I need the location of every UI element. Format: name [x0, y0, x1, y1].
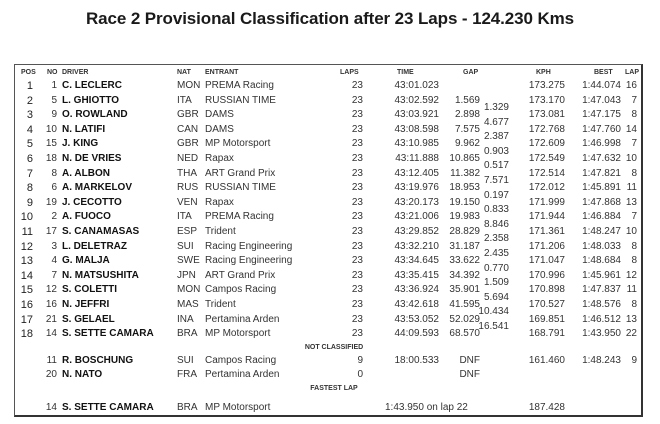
number-cell: 2	[51, 211, 57, 223]
laps-cell: 23	[351, 240, 363, 252]
time-cell: 44:09.593	[394, 328, 439, 340]
time-cell: 43:20.173	[394, 196, 439, 208]
lap-cell: 16	[625, 80, 637, 91]
number-cell: 14	[45, 328, 57, 340]
table-row	[15, 255, 641, 269]
driver-cell: C. LECLERC	[62, 80, 122, 91]
pos-cell: 1	[26, 80, 33, 92]
time-cell: 43:21.006	[394, 211, 439, 223]
table-row	[15, 211, 641, 225]
nat-cell: GBR	[177, 138, 199, 150]
header-kph: KPH	[536, 69, 551, 76]
lap-cell: 13	[625, 196, 637, 208]
number-cell: 11	[46, 354, 57, 366]
header-time: TIME	[397, 69, 414, 76]
nat-cell: BRA	[177, 328, 198, 340]
gap-cell: 28.829	[449, 226, 480, 237]
best-cell: 1:48.684	[582, 255, 621, 267]
not-classified-row	[15, 369, 641, 383]
number-cell: 16	[45, 299, 57, 310]
fastest-lap-row	[15, 402, 641, 416]
pos-cell: 17	[20, 313, 33, 326]
interval-gap: 0.770	[483, 262, 509, 274]
kph-cell: 173.081	[528, 109, 565, 121]
nat-cell: CAN	[177, 123, 199, 135]
driver-cell: S. CANAMASAS	[62, 226, 140, 237]
driver-cell: A. FUOCO	[62, 211, 111, 223]
lap-cell: 8	[631, 109, 637, 121]
best-cell: 1:47.632	[582, 153, 621, 164]
kph-cell: 168.791	[528, 328, 565, 340]
pos-cell: 8	[26, 182, 33, 195]
table-row	[15, 95, 641, 109]
entrant-cell: Rapax	[205, 196, 234, 208]
pos-cell: 12	[20, 240, 33, 253]
lap-cell: 10	[625, 153, 637, 164]
best-cell: 1:46.998	[582, 138, 621, 150]
laps-cell: 23	[351, 167, 363, 179]
classification-table	[14, 64, 643, 417]
table-row	[15, 182, 641, 196]
kph-cell: 172.549	[528, 153, 565, 164]
pos-cell: 4	[26, 123, 33, 136]
not-classified-row	[15, 355, 641, 369]
number-cell: 21	[45, 313, 57, 325]
gap-cell: DNF	[459, 354, 480, 366]
laps-cell: 23	[351, 138, 363, 150]
gap-cell: 33.622	[449, 255, 480, 267]
time-cell: 43:35.415	[394, 269, 439, 281]
kph-cell: 170.527	[528, 299, 565, 310]
interval-gap: 16.541	[478, 320, 509, 332]
time-cell: 43:32.210	[394, 240, 439, 252]
time-cell: 43:19.976	[394, 182, 439, 194]
entrant-cell: RUSSIAN TIME	[205, 182, 276, 194]
laps-cell: 23	[351, 80, 363, 91]
not-classified-heading: NOT CLASSIFIED	[304, 343, 364, 351]
lap-cell: 9	[631, 354, 637, 366]
number-cell: 15	[45, 138, 57, 150]
kph-cell: 173.170	[528, 94, 565, 106]
number-cell: 1	[51, 80, 57, 91]
kph-cell: 172.012	[528, 182, 565, 194]
pos-cell: 14	[20, 269, 33, 282]
driver-cell: A. MARKELOV	[62, 182, 132, 194]
kph-cell: 161.460	[528, 354, 565, 366]
driver-cell: J. CECOTTO	[62, 196, 122, 208]
entrant-cell: Trident	[205, 226, 236, 237]
page-title: Race 2 Provisional Classification after 23 Laps - 124.230 Kms	[85, 9, 575, 28]
pos-cell: 10	[20, 211, 33, 224]
interval-gap: 2.435	[483, 247, 509, 259]
best-cell: 1:48.247	[582, 226, 621, 237]
pos-cell: 15	[20, 284, 33, 297]
best-cell: 1:43.950	[582, 328, 621, 340]
pos-cell: 7	[26, 167, 33, 180]
gap-cell: 9.962	[454, 138, 480, 150]
driver-cell: J. KING	[62, 138, 99, 150]
fastest-lap-heading: FASTEST LAP	[310, 385, 358, 392]
entrant-cell: MP Motorsport	[205, 138, 271, 150]
nat-cell: ITA	[177, 94, 192, 106]
number-cell: 18	[45, 153, 57, 164]
entrant-cell: Rapax	[205, 153, 234, 164]
gap-cell: 10.865	[449, 153, 480, 164]
table-row	[15, 168, 641, 182]
lap-cell: 8	[631, 255, 637, 267]
entrant-cell: ART Grand Prix	[205, 167, 276, 179]
laps-cell: 23	[351, 182, 363, 194]
lap-cell: 8	[631, 167, 637, 179]
time-cell: 43:10.985	[394, 138, 439, 150]
number-cell: 17	[45, 226, 57, 237]
nat-cell: SUI	[177, 354, 194, 366]
gap-cell: 31.187	[449, 240, 480, 252]
number-cell: 4	[51, 255, 57, 267]
entrant-cell: PREMA Racing	[205, 80, 274, 91]
kph-cell: 170.898	[528, 284, 565, 296]
header-driver: DRIVER	[62, 69, 89, 76]
entrant-cell: Campos Racing	[205, 284, 277, 296]
lap-cell: 12	[625, 269, 637, 281]
lap-cell: 11	[626, 284, 637, 296]
interval-gap: 8.846	[483, 218, 509, 230]
time-cell: 43:29.852	[394, 226, 439, 237]
time-cell: 43:11.888	[395, 153, 439, 164]
kph-cell: 173.275	[528, 80, 565, 91]
gap-cell: 19.983	[449, 211, 480, 223]
nat-cell: VEN	[177, 196, 198, 208]
time-cell: 43:42.618	[394, 299, 439, 310]
time-cell: 43:02.592	[394, 94, 439, 106]
best-cell: 1:48.576	[582, 299, 621, 310]
entrant-cell: MP Motorsport	[205, 328, 271, 340]
lap-cell: 7	[631, 211, 637, 223]
kph-cell: 171.361	[528, 226, 565, 237]
gap-cell: 68.570	[449, 328, 480, 340]
pos-cell: 11	[21, 226, 33, 238]
lap-cell: 11	[626, 182, 637, 194]
pos-cell: 16	[20, 299, 33, 311]
interval-gap: 0.903	[483, 145, 509, 157]
entrant-cell: Campos Racing	[205, 354, 277, 366]
pos-cell: 5	[26, 138, 33, 151]
gap-cell: 11.382	[450, 167, 480, 179]
table-row	[15, 314, 641, 328]
driver-cell: L. GHIOTTO	[62, 94, 120, 106]
laps-cell: 23	[351, 299, 363, 310]
lap-cell: 7	[631, 138, 637, 150]
kph-cell: 172.514	[528, 167, 565, 179]
kph-cell: 171.944	[528, 211, 565, 223]
entrant-cell: RUSSIAN TIME	[205, 94, 276, 106]
entrant-cell: DAMS	[205, 109, 234, 121]
time-cell: 43:36.924	[394, 284, 439, 296]
kph-cell: 170.996	[528, 269, 565, 281]
interval-gap: 0.197	[483, 189, 509, 201]
number-cell: 9	[51, 109, 57, 121]
lap-cell: 22	[625, 328, 637, 340]
header-best: BEST	[594, 69, 613, 76]
laps-cell: 23	[351, 313, 363, 325]
table-row	[15, 226, 641, 240]
laps-cell: 23	[351, 109, 363, 121]
nat-cell: SWE	[177, 255, 200, 267]
best-cell: 1:45.891	[582, 182, 621, 194]
driver-cell: N. LATIFI	[62, 123, 106, 135]
nat-cell: MON	[177, 284, 201, 296]
entrant-cell: Racing Engineering	[205, 240, 293, 252]
kph-cell: 169.851	[528, 313, 565, 325]
driver-cell: S. GELAEL	[62, 313, 115, 325]
table-row	[15, 124, 641, 138]
number-cell: 8	[51, 167, 57, 179]
header-laps: LAPS	[340, 69, 359, 76]
nat-cell: RUS	[177, 182, 199, 194]
driver-cell: G. MALJA	[62, 255, 110, 267]
entrant-cell: PREMA Racing	[205, 211, 274, 223]
driver-cell: N. NATO	[62, 369, 103, 381]
time-cell: 18:00.533	[394, 354, 439, 366]
kph-cell: 187.428	[528, 402, 565, 413]
kph-cell: 172.768	[528, 123, 565, 135]
kph-cell: 171.999	[528, 196, 565, 208]
entrant-cell: Pertamina Arden	[205, 369, 280, 381]
driver-cell: R. BOSCHUNG	[62, 354, 134, 366]
best-cell: 1:46.512	[582, 313, 621, 325]
table-row	[15, 270, 641, 284]
laps-cell: 23	[351, 226, 363, 237]
gap-cell: 52.029	[449, 313, 480, 325]
best-cell: 1:47.175	[582, 109, 621, 121]
nat-cell: MAS	[177, 299, 199, 310]
driver-cell: A. ALBON	[62, 167, 110, 179]
driver-cell: O. ROWLAND	[62, 109, 128, 121]
entrant-cell: ART Grand Prix	[205, 269, 276, 281]
pos-cell: 13	[20, 255, 33, 268]
entrant-cell: Trident	[205, 299, 236, 310]
gap-cell: DNF	[459, 369, 480, 381]
nat-cell: GBR	[177, 109, 199, 121]
nat-cell: FRA	[177, 369, 197, 381]
number-cell: 10	[45, 123, 57, 135]
interval-gap: 1.329	[483, 101, 509, 113]
nat-cell: THA	[177, 167, 197, 179]
time-cell: 43:08.598	[394, 123, 439, 135]
laps-cell: 23	[351, 196, 363, 208]
driver-cell: N. DE VRIES	[62, 153, 122, 164]
best-cell: 1:47.837	[582, 284, 621, 296]
best-cell: 1:48.033	[582, 240, 621, 252]
time-cell: 43:34.645	[394, 255, 439, 267]
gap-cell: 1.569	[454, 94, 480, 106]
entrant-cell: DAMS	[205, 123, 234, 135]
interval-gap: 4.677	[483, 116, 509, 128]
header-no: NO	[47, 69, 58, 76]
table-row	[15, 197, 641, 211]
nat-cell: ESP	[177, 226, 198, 237]
table-row	[15, 241, 641, 255]
table-row	[15, 80, 641, 94]
gap-cell: 2.898	[454, 109, 480, 121]
header-nat: NAT	[177, 69, 191, 76]
time-cell: 43:53.052	[394, 313, 439, 325]
best-cell: 1:47.868	[582, 196, 621, 208]
gap-cell: 7.575	[454, 123, 480, 135]
nat-cell: BRA	[177, 402, 198, 413]
table-row	[15, 109, 641, 123]
interval-gap: 2.387	[483, 131, 509, 143]
time-cell: 43:03.921	[394, 109, 439, 121]
lap-cell: 13	[625, 313, 637, 325]
laps-cell: 23	[351, 269, 363, 281]
driver-cell: N. MATSUSHITA	[62, 269, 139, 281]
laps-cell: 23	[351, 153, 363, 164]
gap-cell: 41.595	[449, 299, 480, 310]
table-row	[15, 284, 641, 298]
pos-cell: 3	[26, 109, 33, 122]
number-cell: 7	[51, 269, 57, 281]
number-cell: 6	[51, 182, 57, 194]
driver-cell: L. DELETRAZ	[62, 240, 127, 252]
lap-cell: 7	[631, 94, 637, 106]
best-cell: 1:44.074	[582, 80, 621, 91]
best-cell: 1:45.961	[582, 269, 621, 281]
pos-cell: 6	[26, 153, 33, 165]
number-cell: 19	[45, 196, 57, 208]
header-lap: LAP	[625, 69, 639, 76]
laps-cell: 23	[351, 284, 363, 296]
pos-cell: 18	[20, 328, 33, 341]
lap-cell: 14	[625, 123, 637, 135]
gap-cell: 19.150	[449, 196, 480, 208]
time-cell: 43:01.023	[394, 80, 439, 91]
interval-gap: 10.434	[478, 306, 509, 318]
nat-cell: SUI	[177, 240, 194, 252]
fastest-lap-time: 1:43.950 on lap 22	[385, 402, 468, 413]
kph-cell: 171.047	[528, 255, 565, 267]
lap-cell: 8	[631, 299, 637, 310]
driver-cell: S. SETTE CAMARA	[62, 402, 154, 413]
laps-cell: 23	[351, 328, 363, 340]
header-entrant: ENTRANT	[205, 69, 239, 76]
interval-gap: 5.694	[483, 291, 509, 303]
table-row	[15, 299, 641, 313]
header-gap: GAP	[463, 69, 479, 76]
kph-cell: 171.206	[528, 240, 565, 252]
table-row	[15, 138, 641, 152]
driver-cell: N. JEFFRI	[62, 299, 110, 310]
entrant-cell: Pertamina Arden	[205, 313, 280, 325]
kph-cell: 172.609	[528, 138, 565, 150]
number-cell: 5	[51, 94, 57, 106]
interval-gap: 0.517	[483, 160, 509, 172]
best-cell: 1:46.884	[582, 211, 621, 223]
best-cell: 1:47.821	[582, 167, 621, 179]
nat-cell: MON	[177, 80, 201, 91]
best-cell: 1:47.043	[582, 94, 621, 106]
interval-gap: 7.571	[483, 174, 509, 186]
best-cell: 1:48.243	[582, 354, 621, 366]
entrant-cell: Racing Engineering	[205, 255, 293, 267]
nat-cell: JPN	[177, 269, 196, 281]
laps-cell: 9	[357, 354, 363, 366]
lap-cell: 10	[625, 226, 637, 237]
laps-cell: 23	[351, 123, 363, 135]
gap-cell: 35.901	[449, 284, 480, 296]
laps-cell: 23	[351, 94, 363, 106]
pos-cell: 9	[26, 196, 33, 209]
driver-cell: S. SETTE CAMARA	[62, 328, 154, 340]
header-pos: POS	[21, 69, 36, 76]
nat-cell: NED	[177, 153, 199, 164]
entrant-cell: MP Motorsport	[205, 402, 271, 413]
gap-cell: 34.392	[449, 269, 480, 281]
laps-cell: 23	[351, 255, 363, 267]
gap-cell: 18.953	[449, 182, 480, 194]
number-cell: 12	[45, 284, 57, 296]
nat-cell: ITA	[177, 211, 192, 223]
number-cell: 3	[51, 240, 57, 252]
time-cell: 43:12.405	[394, 167, 439, 179]
table-row	[15, 153, 641, 167]
driver-cell: S. COLETTI	[62, 284, 117, 296]
nat-cell: INA	[177, 313, 194, 325]
interval-gap: 2.358	[483, 233, 509, 245]
number-cell: 20	[45, 369, 57, 381]
best-cell: 1:47.760	[582, 123, 621, 135]
laps-cell: 23	[351, 211, 363, 223]
interval-gap: 1.509	[483, 277, 509, 289]
lap-cell: 8	[631, 240, 637, 252]
pos-cell: 2	[26, 94, 33, 107]
number-cell: 14	[45, 402, 57, 413]
interval-gap: 0.833	[483, 204, 509, 216]
laps-cell: 0	[357, 369, 363, 381]
table-row	[15, 328, 641, 342]
